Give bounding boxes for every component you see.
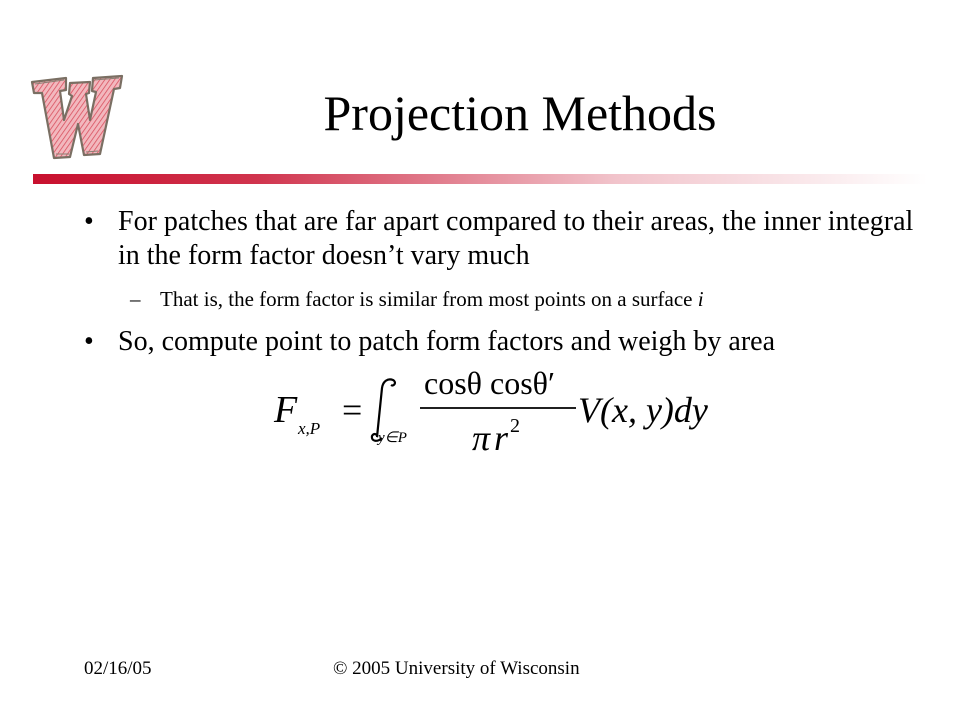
equation-numerator: cosθ cosθ′ bbox=[424, 365, 555, 401]
equation-integral-subscript: y∈P bbox=[378, 430, 407, 446]
bullet-item bbox=[84, 325, 918, 359]
bullet-text: For patches that are far apart compared to their areas, the inner integral in the form factor doesn’t vary much bbox=[118, 206, 914, 271]
title-underline bbox=[33, 174, 928, 184]
bullet-marker: • bbox=[84, 326, 94, 357]
bullet-marker: • bbox=[84, 206, 94, 237]
equation-trailing: V(x, y)dy bbox=[578, 390, 708, 430]
slide-title: Projection Methods bbox=[323, 85, 717, 141]
equation-denominator-pi: π bbox=[472, 418, 491, 458]
sub-bullet-variable: i bbox=[697, 287, 704, 311]
equation-equals: = bbox=[342, 390, 363, 430]
equation-denominator-exponent: 2 bbox=[510, 415, 520, 437]
form-factor-equation bbox=[264, 362, 744, 462]
equation-lhs: F bbox=[274, 389, 298, 431]
university-w-logo bbox=[26, 66, 126, 166]
bullet-text: So, compute point to patch form factors and weigh by area bbox=[118, 326, 776, 357]
sub-bullet-marker: – bbox=[130, 287, 141, 311]
bullet-item bbox=[84, 205, 918, 273]
equation-denominator-r: r bbox=[494, 418, 509, 458]
footer-date: 02/16/05 bbox=[84, 658, 152, 679]
equation-lhs-subscript: x,P bbox=[298, 419, 321, 438]
footer-copyright: © 2005 University of Wisconsin bbox=[333, 658, 580, 679]
sub-bullet-text: That is, the form factor is similar from most points on a surface bbox=[160, 287, 698, 311]
sub-bullet-item bbox=[130, 286, 920, 312]
